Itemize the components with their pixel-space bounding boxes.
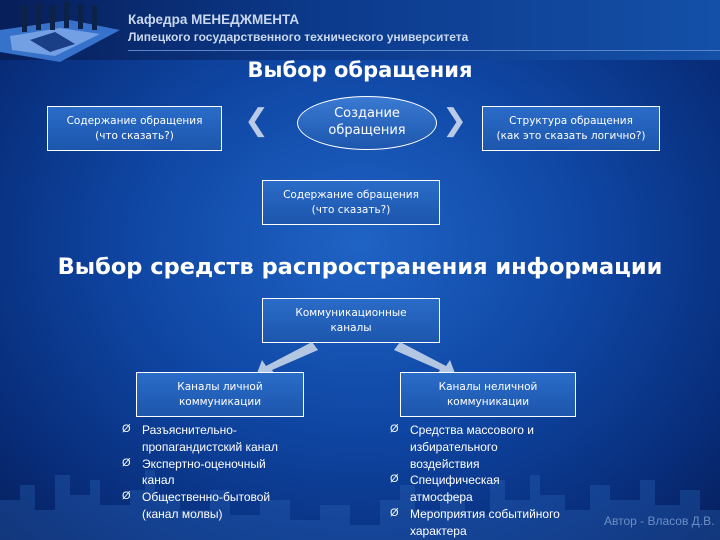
box-content-left (47, 106, 222, 151)
list-marker-icon: Ø (122, 423, 131, 435)
impersonal-line1: Каналы неличной (438, 381, 538, 394)
list-marker-icon: Ø (390, 506, 399, 519)
create-message-ellipse (297, 96, 437, 150)
personal-line2: коммуникации (178, 395, 262, 408)
box-content-left-line1: Содержание обращения (66, 115, 203, 128)
box-content-center-line2: (что сказать?) (311, 203, 391, 216)
list-marker-icon: Ø (390, 473, 399, 486)
box-communication-channels (262, 298, 440, 343)
list-item: Ø Разъяснительно- пропагандистский канал (122, 423, 278, 454)
box-content-left-line2: (что сказать?) (95, 129, 174, 142)
personal-channels-list (122, 422, 342, 523)
header-divider (128, 50, 720, 51)
chevron-right-icon: ❯ (442, 103, 468, 138)
channels-line1: Коммуникационные (295, 307, 407, 320)
box-structure-right (482, 106, 660, 151)
chevron-left-icon: ❮ (244, 103, 270, 138)
section-title-message: Выбор обращения (247, 58, 473, 82)
impersonal-line2: коммуникации (446, 395, 530, 408)
box-content-center (262, 180, 440, 225)
list-item: Ø Специфическая атмосфера (390, 473, 500, 505)
list-item: Ø Средства массового и избирательного воздействия (390, 423, 534, 471)
box-content-center-line1: Содержание обращения (283, 189, 419, 202)
author-credit: Автор - Власов Д.В. (604, 514, 715, 528)
section-title-channels: Выбор средств распространения информации (57, 254, 663, 280)
list-marker-icon: Ø (122, 456, 131, 469)
ellipse-line2: обращения (328, 123, 406, 138)
impersonal-channels-list (390, 422, 610, 540)
department-title: Кафедра МЕНЕДЖМЕНТА (128, 12, 300, 27)
logo-graphic-icon (0, 0, 120, 66)
university-name: Липецкого государственного технического университета (128, 30, 469, 44)
box-structure-line2: (как это сказать логично?) (496, 129, 646, 142)
list-item: Ø Экспертно-оценочный канал (122, 456, 266, 488)
box-personal-communication (136, 372, 304, 417)
list-item: Ø Общественно-бытовой (канал молвы) (122, 490, 271, 521)
box-structure-line1: Структура обращения (509, 115, 633, 128)
channels-line2: каналы (330, 321, 372, 334)
list-marker-icon: Ø (122, 490, 131, 503)
personal-line1: Каналы личной (177, 381, 263, 394)
list-marker-icon: Ø (390, 423, 399, 435)
box-impersonal-communication (400, 372, 576, 417)
ellipse-line1: Создание (334, 106, 400, 122)
list-item: Ø Мероприятия событийного характера (390, 506, 560, 538)
